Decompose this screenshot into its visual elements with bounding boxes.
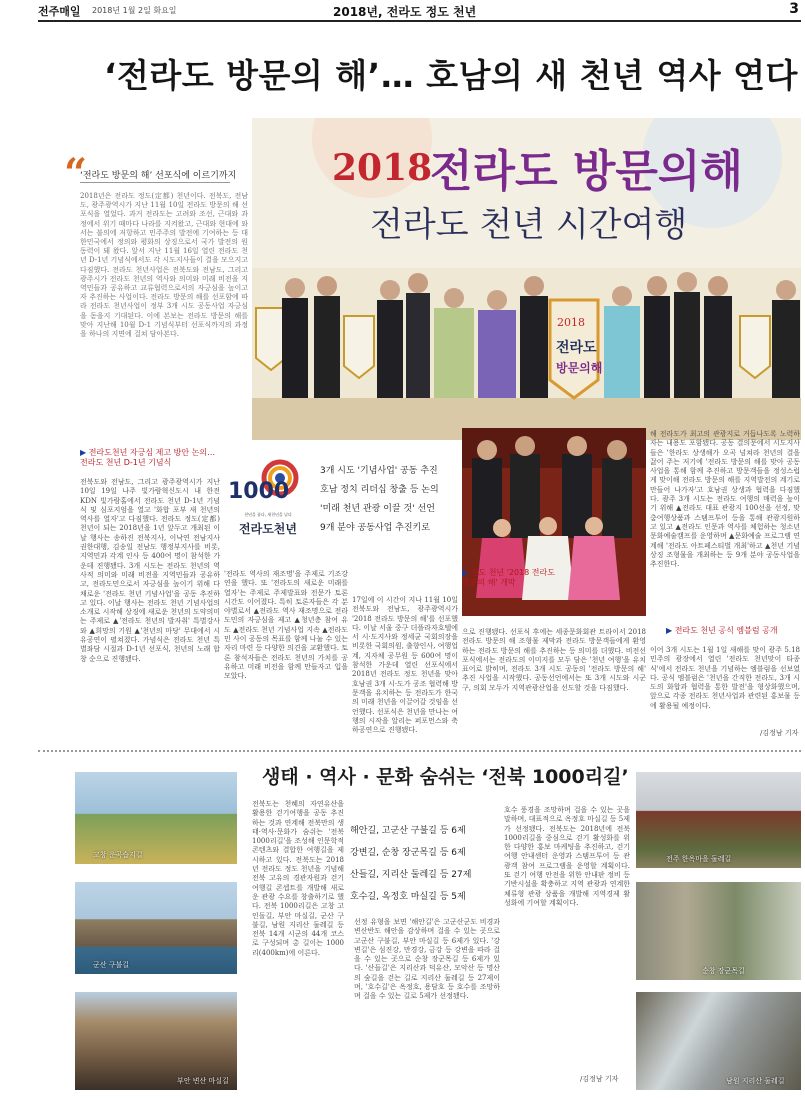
page-header bbox=[38, 2, 801, 22]
kicker-line: 3개 시도 '기념사업' 공동 추진 bbox=[320, 466, 438, 476]
svg-text:전라도: 전라도 bbox=[556, 340, 597, 356]
trail-photo-right-3 bbox=[636, 992, 801, 1090]
trail-list-item: 강변길, 순창 장군목길 등 6제 bbox=[350, 848, 466, 858]
main-photo-ceremony bbox=[252, 118, 801, 440]
trail-photo-caption: 순창 장군목길 bbox=[702, 967, 745, 975]
section2-subhead bbox=[462, 568, 582, 588]
trail-list bbox=[350, 820, 500, 908]
kicker-line: '미래 천년 관광 이끌 것' 선언 bbox=[320, 504, 435, 514]
kicker-line: 호남 정치 리더십 창출 등 논의 bbox=[320, 485, 439, 495]
bullet-triangle-icon: ▶ bbox=[462, 568, 469, 577]
section-title: 2018년, 전라도 정도 천년 bbox=[333, 5, 477, 19]
section3-subhead bbox=[666, 626, 800, 636]
intro-subtitle: ‘전라도 방문의 해’ 선포식에 이르기까지 bbox=[80, 171, 237, 181]
kicker-line: 9개 분야 공동사업 추진키로 bbox=[320, 523, 430, 533]
jeolla-1000-logo bbox=[224, 456, 312, 548]
section3-subhead-text: 전라도 천년 공식 엠블럼 공개 bbox=[674, 626, 778, 635]
trail-photo-caption: 전주 한옥마을 둘레길 bbox=[666, 855, 732, 863]
trail-photo-right-1 bbox=[636, 772, 801, 868]
section2-subhead-line1: 정도 천년 '2018 전라도 bbox=[470, 568, 555, 577]
banner-year: 2018 bbox=[332, 147, 433, 189]
banner-subtitle: 전라도 천년 시간여행 bbox=[370, 205, 688, 245]
section1-col4: 으로 진행됐다. 선포식 후에는 세종문화회관 트라이서 2018 전라도 방문의 해 조형물 제막과 전라도 방문객들에게 환영하는 전라도 방문의 해를 추진하는 등 의미를 더했다. 비전선포식에서는 전라도의 이미지를 모두 담은 '천년 여행'을 유치 표어로 밝히며, 전라도 3개 시도 공동의 '전라도 방문의 해' 추진 사업을 시작했다. 공동선언에서는 또 3개 시도와 시군구, 의회 모두가 지역관광산업을 선도할 것을 다짐했다. bbox=[462, 628, 646, 692]
standee-sign bbox=[550, 300, 602, 398]
bottom-col3: 호수 풍경을 조망하며 걸을 수 있는 곳을 말하며, 대표적으로 옥정호 마실길 등 5제가 선정됐다. 전북도는 2018년에 전북 1000리길을 중심으로 걷기 활성화를 위한 다양한 홍보 마케팅을 추진하고, 걷기 여행 안내센터 운영과 스탬프투어 등 관광객 참여 프로그램을 운영할 계획이다. 또 걷기 여행 안전을 위한 안내판 정비 등 기반시설을 확충하고 지역 관광과 연계한 체류형 관광 상품을 개발해 지역경제 활성화에 기여할 계획이다. bbox=[504, 806, 630, 907]
trail-photo-left-1 bbox=[75, 772, 237, 864]
section1-col3: 17일에 이 시간이 지나 11월 10일 전북도와 전남도, 광주광역시가 '2018 전라도 방문의 해'를 선포했다. 이날 서울 중구 더플라자호텔에서 시·도지사와 정세균 국회의장을 비롯한 국회의원, 출향인사, 여행업계, 지자체 공무원 등 600여 명이 참석한 가운데 열린 선포식에서 2018년 전라도 정도 천년을 맞아 호남권 3개 시·도가 공조 협력해 방문객을 유치하는 등 전라도가 한국의 미래 천년을 이끌어갈 것임을 선언했다. 선포식은 천년을 만나는 여행의 시작을 알리는 퍼포먼스와 축하공연으로 진행됐다. bbox=[352, 596, 458, 735]
logo-emblem-icon bbox=[224, 456, 312, 512]
bottom-section-title: 생태 · 역사 · 문화 숨쉬는 ‘전북 1000리길’ bbox=[262, 766, 629, 788]
bottom-col2: 선정 유형을 보면 '해안길'은 고군산군도 비경과 변산반도 해안을 감상하며 걸을 수 있는 곳으로 고군산 구불길, 부안 마실길 등 6제가 있다. '강변길'은 섬진강, 만경강, 금강 등 강변을 따라 걸을 수 있는 곳으로 순창 장군목길 등 6제가 있다. '산들길'은 지리산과 덕유산, 모악산 등 명산의 숲길을 걷는 길로 지리산 둘레길 등 27제이며, '호수길'은 옥정호, 용담호 등 호수를 조망하며 걸을 수 있는 길로 5제가 선정됐다. bbox=[354, 918, 500, 1001]
section1-subhead bbox=[80, 448, 220, 468]
bottom-col1: 전북도는 천혜의 자연유산을 활용한 걷기여행을 공동 추진하는 것과 연계해 전북만의 생태·역사·문화가 숨쉬는 '전북 1000리길'을 조성해 인문학적 콘텐츠와 결합한 여행길을 제시하고 있다. 전북도는 2018년 전라도 정도 천년을 기념해 전북 고유의 경관자원과 걷기 여행길 콘셉트를 개발해 새로운 관광 수요를 창출하기로 했다. 전북 1000리길은 고창 고인돌길, 부안 마실길, 군산 구불길, 남원 지리산 둘레길 등 전북 14개 시군의 44개 코스로 구성되며 총 길이는 1000리(400km)에 이른다. bbox=[252, 800, 344, 957]
section1-subhead-line2: 전라도 천년 D-1년 기념식 bbox=[80, 458, 172, 467]
logo-number: 1000 bbox=[228, 479, 290, 504]
section1-subhead-line1: 전라도천년 자긍심 제고 방안 논의… bbox=[88, 448, 216, 457]
trail-photo-left-2 bbox=[75, 882, 237, 974]
section2-subhead-line2: 방문의 해' 개막 bbox=[462, 578, 516, 587]
section3-byline: /김정남 기자 bbox=[760, 729, 799, 737]
publication-date: 2018년 1월 2일 화요일 bbox=[92, 6, 177, 15]
trail-list-item: 호수길, 옥정호 마실길 등 5제 bbox=[350, 892, 466, 902]
svg-text:2018: 2018 bbox=[557, 316, 585, 329]
trail-photo-caption: 군산 구불길 bbox=[93, 961, 130, 969]
section1-col1: 전북도와 전남도, 그리고 광주광역시가 지난 10일 19일 나주 빛가람혁신도시 내 한전 KDN 빛가람홀에서 전라도 천년 D-1년 기념식 및 심포지엄을 열고 '화합 포부 새 천년의 역사를 열자'고 다짐했다. 전라도 정도(定都) 천년이 되는 2018년을 1년 앞두고 개최된 이날 행사는 송하진 전북지사, 이낙연 전남지사 권한대행, 김송일 전남도 행정부지사를 비롯, 지역민과 각계 인사 등 400여 명이 참석한 가운데 진행됐다. 3개 시도는 전라도 천년의 역사적 의미와 미래 비전을 지역민들과 공유하고, 전라도민으로서 자긍심을 높이기 위해 다채로운 '전라도 천년 기념사업'을 공동 추진하고 있다. 이날 행사는 전라도 천년 기념사업의 소개로 시작해 상징에 새로운 천년의 도약의미는 주제로 ▲'전라도 천년의 발자취' 특별강사와 ▲희망의 기원 ▲'천년의 마당' 무대에서 시유공연이 펼쳐졌다. 가념식은 전라도 천년 특별좌담 시절과 D-1년 선포식, 천년의 노래 합창 순으로 진행됐다. bbox=[80, 478, 220, 663]
bullet-triangle-icon: ▶ bbox=[666, 626, 673, 635]
banner-title: 전라도 방문의해 bbox=[430, 146, 743, 197]
trail-photo-right-2 bbox=[636, 882, 801, 980]
trail-list-item: 해안길, 고군산 구불길 등 6제 bbox=[350, 826, 466, 836]
intro-text: 2018년은 전라도 정도(定都) 천년이다. 전북도, 전남도, 광주광역시가 지난 11월 10일 전라도 방문의 해 선포식을 열었다. 과거 전라도는 고려와 조선, 근대와 과정에서 위기 때마다 나라를 지켜왔고, 근대와 현대에 와서는 불의에 저항하고 민주주의 발전에 기여하는 등 대한민국에서 정의와 평화의 상징으로서 국가 발전의 원동력이 돼 왔다. 앞서 지난 11월 16일 열린 전라도 천년 D-1년 기념식에서도 각 시도지사들이 결을 모으지고 다짐했다. 전라도 천년사업은 전북도와 전남도, 그리고 광주시가 전라도 천년의 역사와 의미와 미래 비전을 지역민들과 공유하고 교류협력으로서의 자긍심을 높이고자 추진하는 사업이다. 전라도 방문의 해를 선포함에 따라 전라도 천년사업이 정부 3개 시도 공동사업 자긍심을 돋을지 기대된다. 이에 본보는 전라도 방문의 해를 맞아 지난해 10월 D-1 기념식부터 선포식까지의 과정을 하나의 지면에 걸쳐 담아본다. bbox=[80, 192, 248, 339]
trail-photo-caption: 남원 지리산 둘레길 bbox=[726, 1077, 785, 1085]
bottom-byline: /김정남 기자 bbox=[580, 1075, 619, 1083]
trail-photo-caption: 부안 변산 마실길 bbox=[177, 1077, 229, 1085]
masthead: 전주매일 bbox=[38, 5, 81, 18]
trail-list-item: 산들길, 지리산 둘레길 등 27제 bbox=[350, 870, 472, 880]
logo-slogan: 천년을 품다, 새천년을 날다 bbox=[244, 512, 292, 517]
logo-name: 전라도천년 bbox=[239, 522, 297, 536]
trail-photo-left-3 bbox=[75, 992, 237, 1090]
svg-text:방문의해: 방문의해 bbox=[556, 361, 603, 375]
section-divider bbox=[38, 750, 801, 752]
quote-mark-icon: “ bbox=[64, 150, 88, 197]
bullet-triangle-icon: ▶ bbox=[80, 448, 87, 457]
section1-col5: 해 전라도가 최고의 관광지로 거듭나도록 노력하자는 내용도 포함됐다. 공동 결의문에서 시도지사들은 '한라도 상생해가 오곡 넘쳐라 천년의 결을 끓어 주는 저기에 '전라도 방문의 해를 맞아 공동사업을 통해 함께 추진하고 방문객들을 정성스럽게 맞이해 전라도 방문의 해를 지역발전의 계기로 만들어 나가자'고 호남권 상생과 협력을 다짐했다. 광주 3개 시도는 전라도 여행의 매력을 높이기 위해 ▲전라도 대표 관광지 100선을 선정, 맞춤여행상품과 스탬프투어 등을 통해 관광지원하고 있고 ▲전라도 인문과 역사를 체험하는 청소년 문화예술캠프를 운영하며 ▲문화예술 프로그램 연계해 '전라도 아트페스티벌 개최'하고 ▲천년 기념 상징 조형물을 개최하는 등 9개 분야 공동사업을 추진한다. bbox=[650, 430, 800, 569]
trail-photo-caption: 고창 운곡습지길 bbox=[93, 851, 143, 859]
section3-text: 이어 3개 시도는 1월 1일 새해를 맞이 광주 5.18 민주의 광장에서 열린 '전라도 천년맞이 타종식'에서 전라도 천년을 기념하는 엠블럼을 선보였다. 공식 엠블럼은 '천년을 간직한 전라도, 3개 시도의 화합과 협력을 통한 발전'을 형상화했으며, 앞으로 각종 전라도 천년사업과 관련된 홍보물 등에 활용될 예정이다. bbox=[650, 646, 800, 710]
page-headline: ‘전라도 방문의 해’… 호남의 새 천년 역사 연다 bbox=[104, 56, 798, 95]
page-number: 3 bbox=[789, 1, 799, 17]
intro-divider bbox=[80, 182, 230, 183]
kicker-summary bbox=[320, 462, 465, 538]
section1-col2: '전라도 역사의 재조명'을 주제로 기조강연을 했다. 또 '전라도의 새로운 미래를 열자'는 주제로 주제발표와 전문가 토론 시간도 이어졌다. 특히 토론자들은 각 분야별로서 ▲전라도 역사 재조명으로 전라도민의 자긍심을 제고 ▲청년층 참여 유도 ▲전라도 천년 기념사업 지속 ▲전라도민 사이 공동의 목표를 함께 나눌 수 있는 자리 마련 등 다양한 의견을 교환했다. 토론 참석자들은 전라도 천년의 가치를 공유하고 미래 비전을 함께 만들자고 입을 모았다. bbox=[224, 570, 348, 681]
